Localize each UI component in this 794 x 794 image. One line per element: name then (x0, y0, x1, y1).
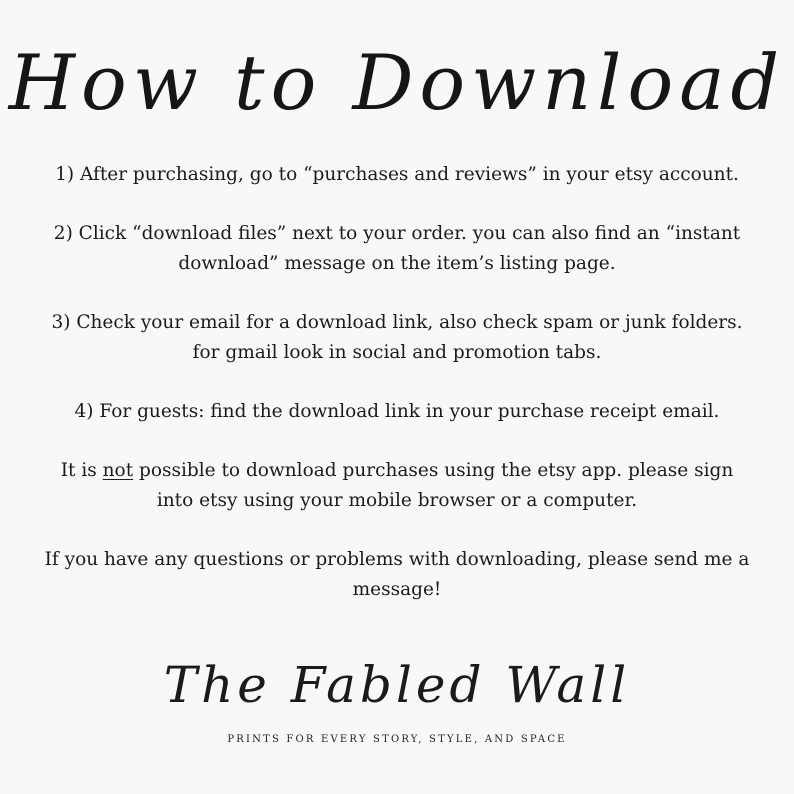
step-3: 3) Check your email for a download link, also check spam or junk folders. for gmail look in social and promotion tabs. (51, 312, 743, 363)
app-note (40, 456, 754, 516)
instructions-body (40, 160, 754, 605)
brand-name: The Fabled Wall (163, 656, 631, 714)
brand-tagline: PRINTS FOR EVERY STORY, STYLE, AND SPACE (227, 734, 567, 745)
app-note-emphasis: not (102, 460, 134, 481)
step-4: 4) For guests: find the download link in your purchase receipt email. (74, 401, 720, 422)
step-2: 2) Click “download files” next to your order. you can also find an “instant download” message on the item’s listing page. (53, 223, 741, 274)
app-note-prefix: It is (60, 460, 103, 481)
page-title: How to Download (8, 38, 786, 127)
app-note-suffix: possible to download purchases using the etsy app. please sign into etsy using your mobile browser or a computer. (133, 460, 734, 511)
contact-note: If you have any questions or problems with downloading, please send me a message! (44, 549, 750, 600)
step-1: 1) After purchasing, go to “purchases and reviews” in your etsy account. (55, 164, 739, 185)
